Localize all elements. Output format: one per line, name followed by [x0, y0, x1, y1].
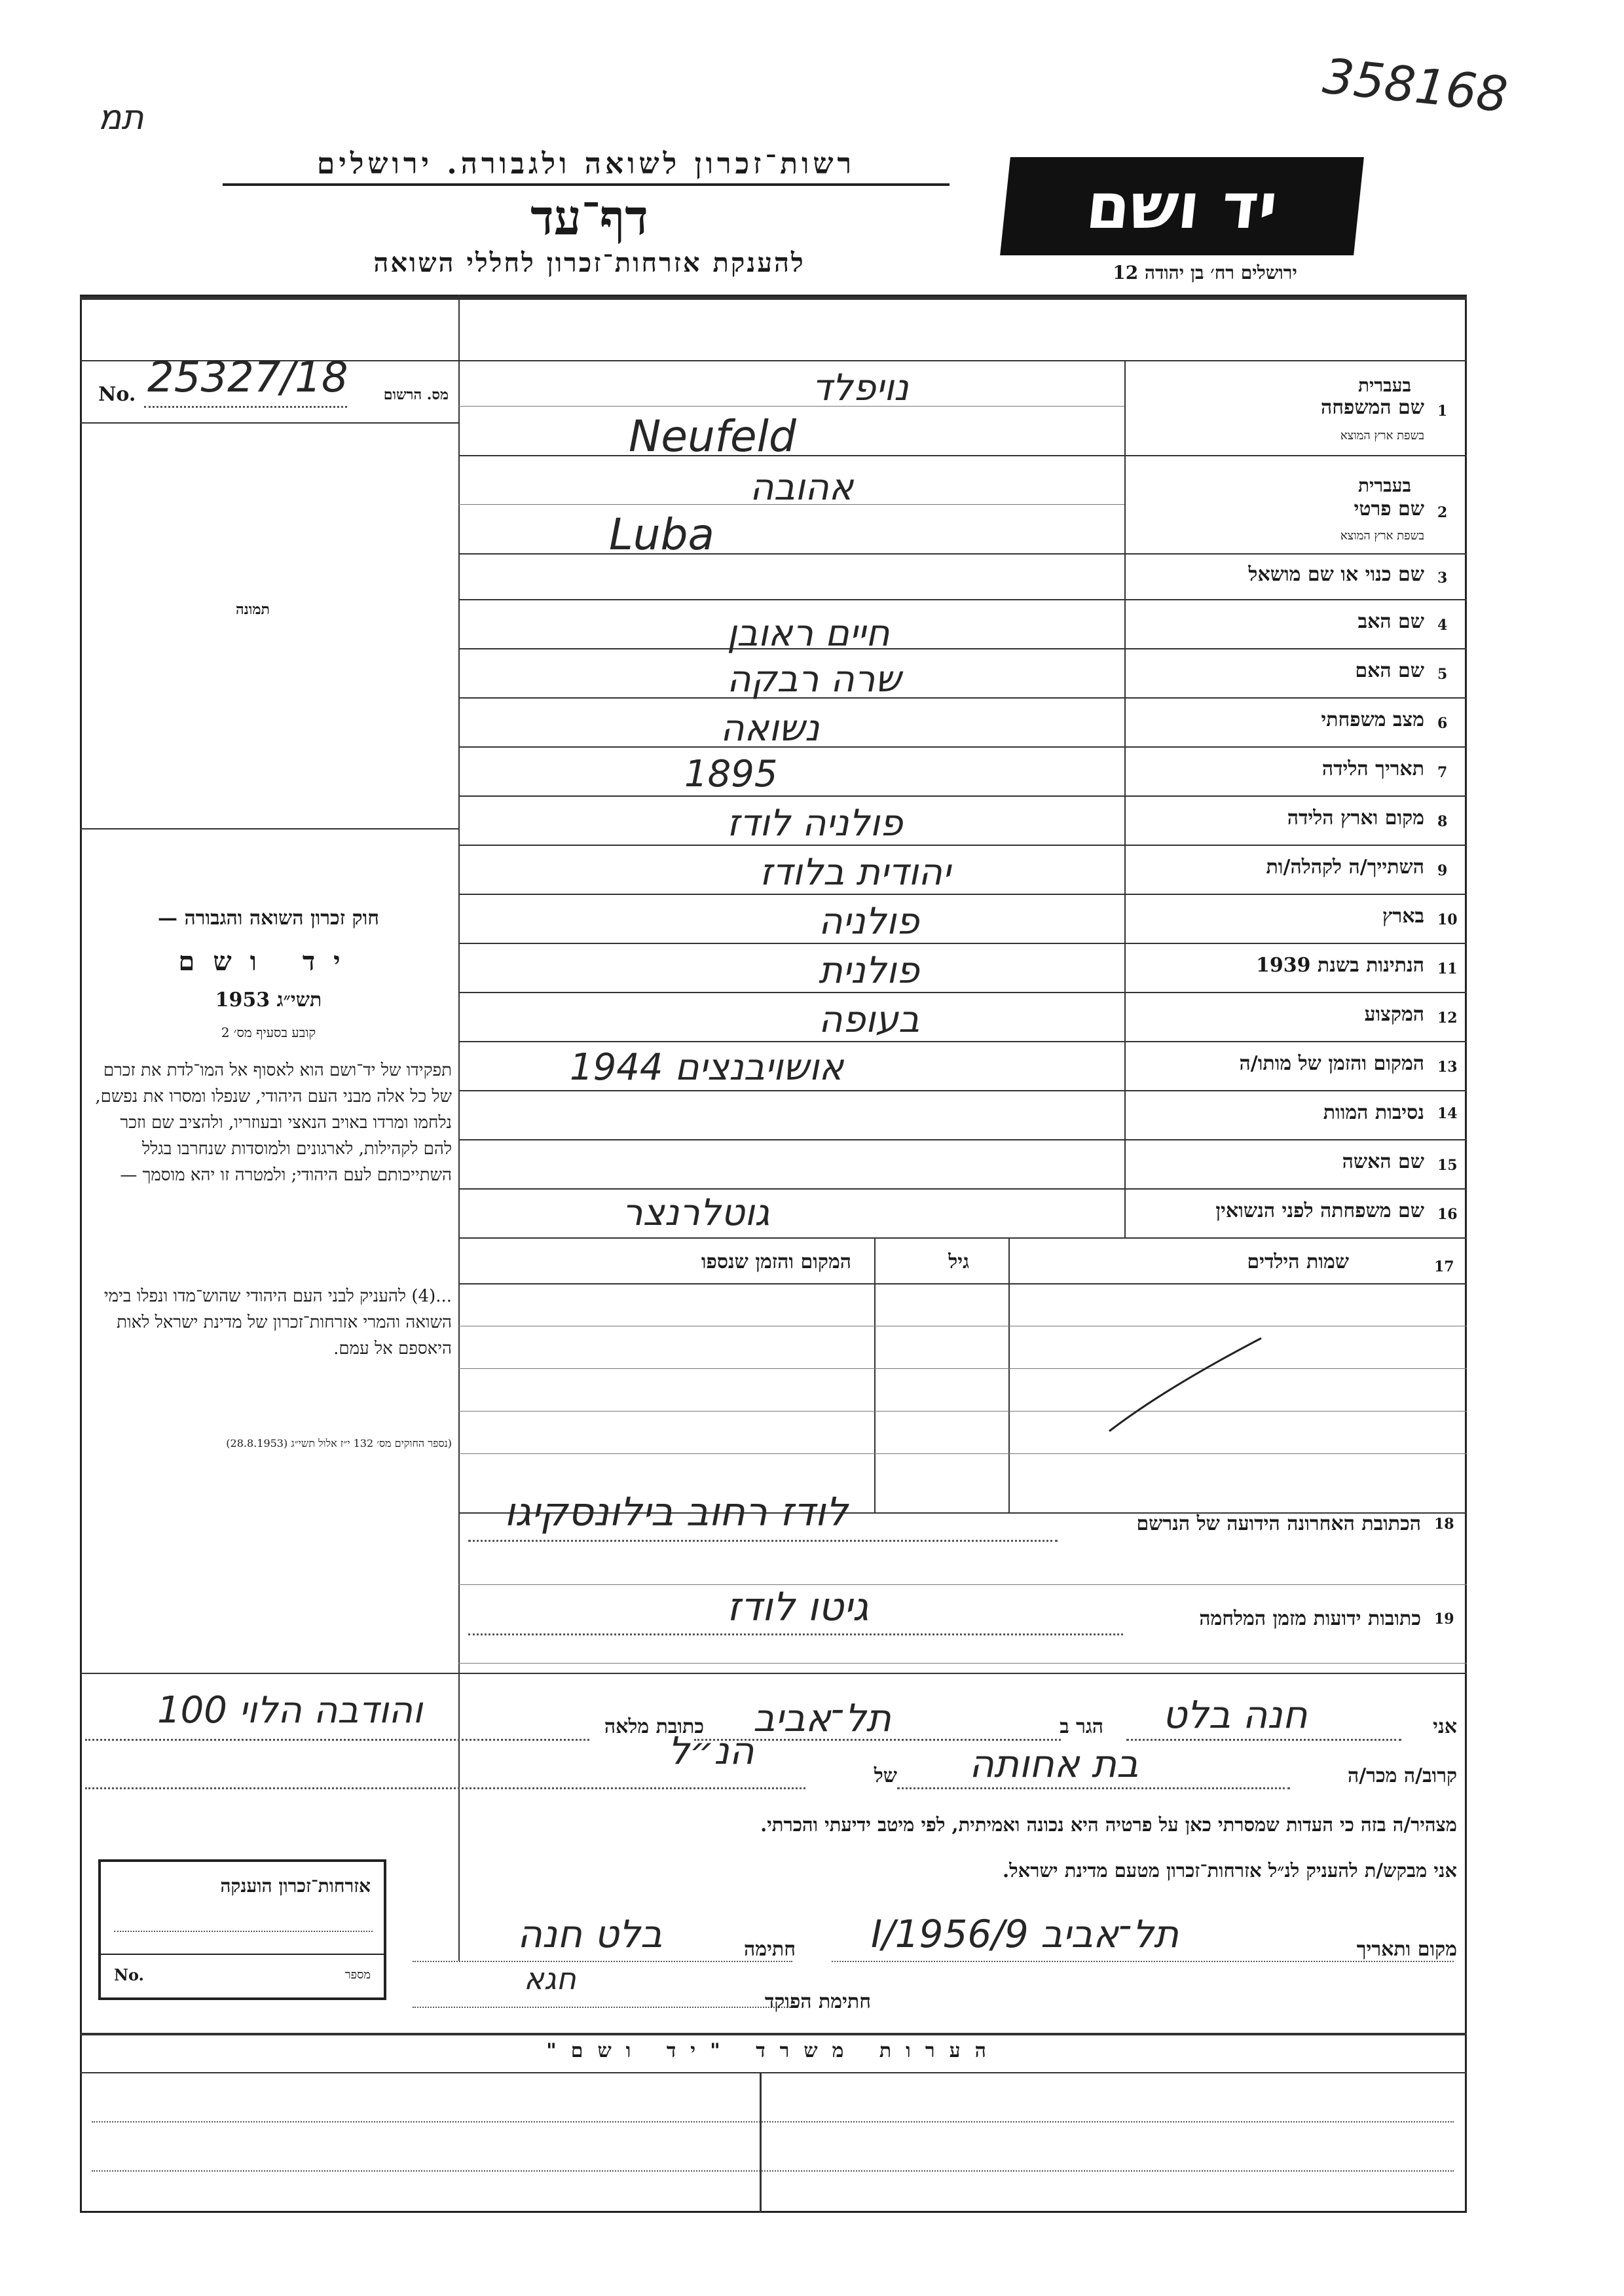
decl-statement-2: אני מבקש/ת להעניק לנ״ל אזרחות־זכרון מטעם מדינת ישראל. [1003, 1859, 1457, 1882]
registration-no-prefix: No. [98, 383, 136, 406]
logo-text: יד ושם [1082, 170, 1282, 243]
photo-placeholder: תמונה [236, 601, 270, 618]
field-7-number: 7 [1437, 764, 1448, 781]
registration-label: מס. הרשום [383, 386, 449, 403]
decl-of-value: הנ״ל [668, 1728, 754, 1773]
field-1-number: 1 [1437, 403, 1448, 420]
decl-relation: בת אחותה [969, 1741, 1139, 1786]
field-5-label: שם האם [1355, 659, 1424, 682]
decl-place-date: תל־אביב 9/I/1956 [871, 1912, 1179, 1956]
citizenship-box-title: אזרחות־זכרון הוענקה [220, 1875, 371, 1897]
field-12-label: המקצוע [1364, 1003, 1424, 1026]
field-3-label: שם כנוי או שם מושאל [1248, 563, 1424, 586]
field-10-label: בארץ [1382, 905, 1424, 928]
field-19-value: גיטו לודז [727, 1584, 869, 1630]
field-2-sub-hebrew: בעברית [1357, 475, 1411, 496]
field-13-number: 13 [1437, 1059, 1458, 1076]
field-2-sub-origin: בשפת ארץ המוצא [1340, 529, 1424, 543]
logo-address: ירושלים רח׳ בן יהודה 12 [1113, 262, 1297, 283]
field-10-number: 10 [1437, 911, 1458, 928]
field-7-label: תאריך הלידה [1321, 757, 1424, 780]
law-heading: חוק זכרון השואה והגבורה — [158, 907, 379, 930]
form-title: דף־עד [530, 190, 648, 246]
field-14-label: נסיבות המוות [1323, 1101, 1424, 1124]
field-2-label: שם פרטי [1354, 498, 1424, 520]
field-3-number: 3 [1437, 570, 1448, 587]
field-8-label: מקום וארץ הלידה [1287, 807, 1424, 829]
law-clause: קובע בסעיף מס׳ 2 [221, 1025, 316, 1040]
field-9-label: השתייך/ה לקהלה/ות [1266, 856, 1424, 879]
children-names-header: שמות הילדים [1247, 1250, 1349, 1273]
field-18-label: הכתובת האחרונה הידועה של הנרשם [1136, 1512, 1421, 1535]
office-notes-title: הערות משרד "יד ושם" [546, 2039, 1001, 2062]
citizenship-granted-box [98, 1859, 386, 2000]
field-2-number: 2 [1437, 504, 1448, 521]
law-footnote: (נספר החוקים מס׳ 132 י״ז אלול תשי״ג (28.8.1953) [226, 1437, 452, 1449]
field-5-value: שרה רבקה [727, 658, 901, 701]
children-place-header: המקום והזמן שנספו [701, 1250, 851, 1273]
decl-statement-1: מצהיר/ה בזה כי העדות שמסרתי כאן על פרטיה היא נכונה ואמיתית, לפי מיטב ידיעתי והכרתי. [760, 1813, 1457, 1836]
field-17-number: 17 [1434, 1258, 1454, 1275]
field-1-sub-hebrew: בעברית [1357, 374, 1411, 396]
field-15-number: 15 [1437, 1157, 1458, 1174]
law-year: תשי״ג 1953 [215, 989, 322, 1011]
decl-lives-in-label: הגר ב [1060, 1715, 1103, 1738]
yad-vashem-logo [1000, 157, 1364, 255]
officer-signature: חגא [524, 1961, 576, 1996]
decl-signature-label: חתימה [744, 1938, 796, 1961]
field-19-number: 19 [1434, 1611, 1454, 1628]
field-9-value: יהודית בלודז [760, 851, 951, 894]
handwritten-archive-number: 358168 [1320, 48, 1511, 124]
field-1-value-latin: Neufeld [629, 411, 796, 462]
children-strike-line [1107, 1336, 1264, 1434]
field-11-label: הנתינות בשנת 1939 [1255, 954, 1424, 977]
field-16-value: גוטלרנצר [622, 1192, 770, 1234]
field-4-number: 4 [1437, 617, 1448, 634]
field-13-value: אושויבנצים 1944 [570, 1046, 844, 1089]
decl-officer-label: חתימת הפוקד [764, 1990, 871, 2013]
registration-number: 25327/18 [147, 354, 348, 402]
field-2-value-latin: Luba [609, 509, 714, 560]
form-subtitle: להענקת אזרחות־זכרון לחללי השואה [373, 247, 805, 278]
decl-full-address-label: כתובת מלאה [604, 1715, 704, 1738]
field-8-value: פולניה לודז [727, 802, 903, 845]
decl-ani: אני [1433, 1715, 1457, 1738]
field-6-value: נשואה [720, 707, 820, 750]
decl-relative-label: קרוב/ה מכר/ה [1348, 1764, 1457, 1787]
field-19-label: כתובות ידועות מזמן המלחמה [1199, 1607, 1421, 1630]
field-18-value: לודז רחוב בילונסקיגו [504, 1489, 848, 1535]
field-11-value: פולנית [819, 949, 919, 992]
field-15-label: שם האשה [1342, 1150, 1424, 1173]
corner-mark: תמ [98, 98, 144, 137]
field-2-value-hebrew: אהובה [750, 466, 854, 509]
citizenship-box-no: No. [114, 1965, 144, 1984]
field-12-number: 12 [1437, 1010, 1458, 1027]
field-8-number: 8 [1437, 813, 1448, 830]
field-18-number: 18 [1434, 1516, 1454, 1533]
law-name: יד ושם [178, 946, 359, 977]
field-7-value: 1895 [684, 753, 778, 795]
law-body: תפקידו של יד־ושם הוא לאסוף אל המו־לדת את זכרם של כל אלה מבני העם היהודי, שנפלו ומסרו את נפשם, נלחמו ומרדו באויב הנאצי ובעוזריו, ולהציב שם וזכר להם לקהילות, לארגונים ולמוסדות שנחרבו בגלל השתייכותם לעם היהודי; ולמטרה זו יהא מוסמך — [95, 1061, 452, 1185]
field-6-number: 6 [1437, 715, 1448, 732]
field-12-value: בעופה [819, 998, 920, 1041]
decl-city: תל־אביב [753, 1696, 891, 1740]
field-10-value: פולניה [819, 900, 919, 943]
field-13-label: המקום והזמן של מותו/ה [1239, 1052, 1424, 1075]
field-4-value: חיים ראובן [727, 612, 890, 655]
children-age-header: גיל [948, 1250, 969, 1273]
field-11-number: 11 [1437, 960, 1458, 977]
decl-of-label: של [874, 1764, 897, 1787]
decl-address-value: והודבה הלוי 100 [157, 1689, 423, 1732]
field-16-label: שם משפחתה לפני הנשואין [1215, 1199, 1424, 1222]
field-6-label: מצב משפחתי [1321, 708, 1424, 731]
field-4-label: שם האב [1357, 610, 1424, 633]
field-1-sub-origin: בשפת ארץ המוצא [1340, 429, 1424, 443]
field-5-number: 5 [1437, 666, 1448, 683]
authority-name: רשות־זכרון לשואה ולגבורה. ירושלים [223, 147, 950, 186]
field-9-number: 9 [1437, 862, 1448, 879]
field-1-label: שם המשפחה [1320, 396, 1424, 419]
decl-declarant-name: חנה בלט [1162, 1692, 1308, 1737]
citizenship-box-number-label: מספר [344, 1968, 371, 1982]
law-body-clause-4: ...(4) להעניק לבני העם היהודי שהוש־מדו ונפלו בימי השואה והמרי אזרחות־זכרון של מדינת ישראל לאות היאספם אל עמם. [103, 1286, 452, 1358]
field-1-value-hebrew: נויפלד [812, 367, 909, 409]
field-14-number: 14 [1437, 1105, 1458, 1122]
field-16-number: 16 [1437, 1206, 1458, 1223]
decl-signature: בלט חנה [517, 1912, 663, 1956]
decl-place-date-label: מקום ותאריך [1356, 1938, 1457, 1961]
